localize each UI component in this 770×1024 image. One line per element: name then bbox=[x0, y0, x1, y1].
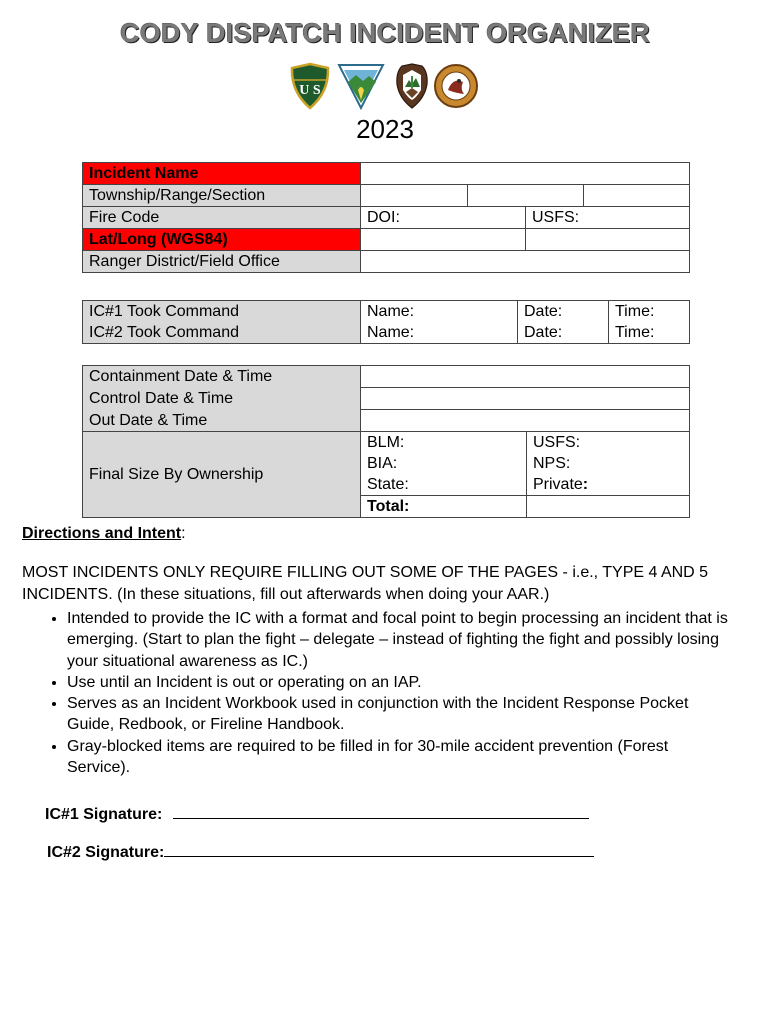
usfs-label: USFS: bbox=[532, 209, 580, 226]
incident-name-field[interactable] bbox=[361, 163, 690, 185]
incident-name-label: Incident Name bbox=[83, 163, 361, 185]
nps-label: NPS: bbox=[533, 455, 571, 472]
ic2-date-field[interactable] bbox=[518, 322, 609, 344]
containment-field[interactable] bbox=[361, 366, 690, 388]
usfs-shield-icon bbox=[289, 62, 331, 110]
state-field[interactable] bbox=[361, 474, 527, 496]
ic2-signature-label: IC#2 Signature: bbox=[47, 844, 165, 861]
blm-logo-icon bbox=[336, 62, 386, 110]
ic1-signature-row bbox=[45, 804, 589, 824]
nps-arrowhead-icon bbox=[392, 62, 432, 110]
section-field[interactable] bbox=[584, 185, 690, 207]
total-value-field[interactable] bbox=[527, 496, 690, 518]
ic2-time-field[interactable] bbox=[609, 322, 690, 344]
usfs-field[interactable] bbox=[526, 207, 690, 229]
ranger-district-label: Ranger District/Field Office bbox=[83, 251, 361, 273]
ic1-took-command-label: IC#1 Took Command bbox=[83, 301, 361, 323]
ic1-time-label: Time: bbox=[615, 303, 655, 320]
directions-heading: Directions and Intent bbox=[22, 525, 182, 542]
usfs-size-field[interactable] bbox=[527, 432, 690, 454]
private-field[interactable] bbox=[527, 474, 690, 496]
ic1-date-field[interactable] bbox=[518, 301, 609, 323]
doi-field[interactable] bbox=[361, 207, 526, 229]
list-item: • Use until an Incident is out or operating on an IAP. bbox=[67, 672, 732, 693]
containment-label: Containment Date & Time bbox=[83, 366, 361, 388]
out-field[interactable] bbox=[361, 410, 690, 432]
doi-label: DOI: bbox=[367, 209, 400, 226]
directions-bullet-list bbox=[22, 608, 732, 778]
containment-table bbox=[82, 365, 690, 518]
blm-field[interactable] bbox=[361, 432, 527, 454]
fire-code-label: Fire Code bbox=[83, 207, 361, 229]
report-year: 2023 bbox=[356, 114, 414, 144]
directions-heading-row bbox=[22, 525, 186, 543]
ic2-signature-line[interactable] bbox=[164, 842, 594, 857]
list-item: • Serves as an Incident Workbook used in conjunction with the Incident Response Pocket Guide, Redbook, or Fireline Handbook. bbox=[67, 693, 732, 736]
bia-label: BIA: bbox=[367, 455, 398, 472]
usfs-size-label: USFS: bbox=[533, 434, 581, 451]
ic1-date-label: Date: bbox=[524, 303, 563, 320]
directions-intro: MOST INCIDENTS ONLY REQUIRE FILLING OUT SOME OF THE PAGES - i.e., TYPE 4 AND 5 INCIDENTS. (In these situations, fill out afterwards when doing your AAR.) bbox=[22, 564, 709, 603]
blm-label: BLM: bbox=[367, 434, 405, 451]
final-size-label: Final Size By Ownership bbox=[83, 432, 361, 518]
nps-field[interactable] bbox=[527, 453, 690, 474]
ic2-name-field[interactable] bbox=[361, 322, 518, 344]
ic2-time-label: Time: bbox=[615, 324, 655, 341]
usfs-shield-text: U S bbox=[299, 83, 321, 98]
directions-heading-colon: : bbox=[181, 525, 186, 542]
bia-field[interactable] bbox=[361, 453, 527, 474]
ic1-name-label: Name: bbox=[367, 303, 415, 320]
ic2-date-label: Date: bbox=[524, 324, 563, 341]
agency-logos bbox=[0, 62, 770, 112]
list-item: • Gray-blocked items are required to be filled in for 30-mile accident prevention (Forest Service). bbox=[67, 736, 732, 779]
bia-seal-icon bbox=[433, 62, 479, 110]
ic1-signature-label: IC#1 Signature: bbox=[45, 806, 163, 823]
ic1-time-field[interactable] bbox=[609, 301, 690, 323]
ic2-took-command-label: IC#2 Took Command bbox=[83, 322, 361, 344]
total-field[interactable] bbox=[361, 496, 527, 518]
ic2-signature-row bbox=[47, 842, 594, 862]
latitude-field[interactable] bbox=[361, 229, 526, 251]
township-field[interactable] bbox=[361, 185, 468, 207]
latlong-label: Lat/Long (WGS84) bbox=[83, 229, 361, 251]
ic1-signature-line[interactable] bbox=[173, 804, 589, 819]
out-label: Out Date & Time bbox=[83, 410, 361, 432]
township-label: Township/Range/Section bbox=[83, 185, 361, 207]
longitude-field[interactable] bbox=[526, 229, 690, 251]
total-label: Total: bbox=[367, 498, 410, 515]
list-item: • Intended to provide the IC with a format and focal point to begin processing an incident that is emerging. (Start to plan the fight – delegate – instead of fighting the fight and possibly losing your situational awareness as IC.) bbox=[67, 608, 732, 672]
incident-info-table bbox=[82, 162, 690, 273]
ic2-name-label: Name: bbox=[367, 324, 415, 341]
state-label: State: bbox=[367, 476, 409, 493]
range-field[interactable] bbox=[468, 185, 584, 207]
private-colon: : bbox=[582, 476, 589, 493]
ranger-district-field[interactable] bbox=[361, 251, 690, 273]
page-title: CODY DISPATCH INCIDENT ORGANIZER bbox=[120, 18, 650, 48]
private-label: Private bbox=[533, 476, 583, 493]
ic1-name-field[interactable] bbox=[361, 301, 518, 323]
control-label: Control Date & Time bbox=[83, 388, 361, 410]
command-table bbox=[82, 300, 690, 344]
control-field[interactable] bbox=[361, 388, 690, 410]
